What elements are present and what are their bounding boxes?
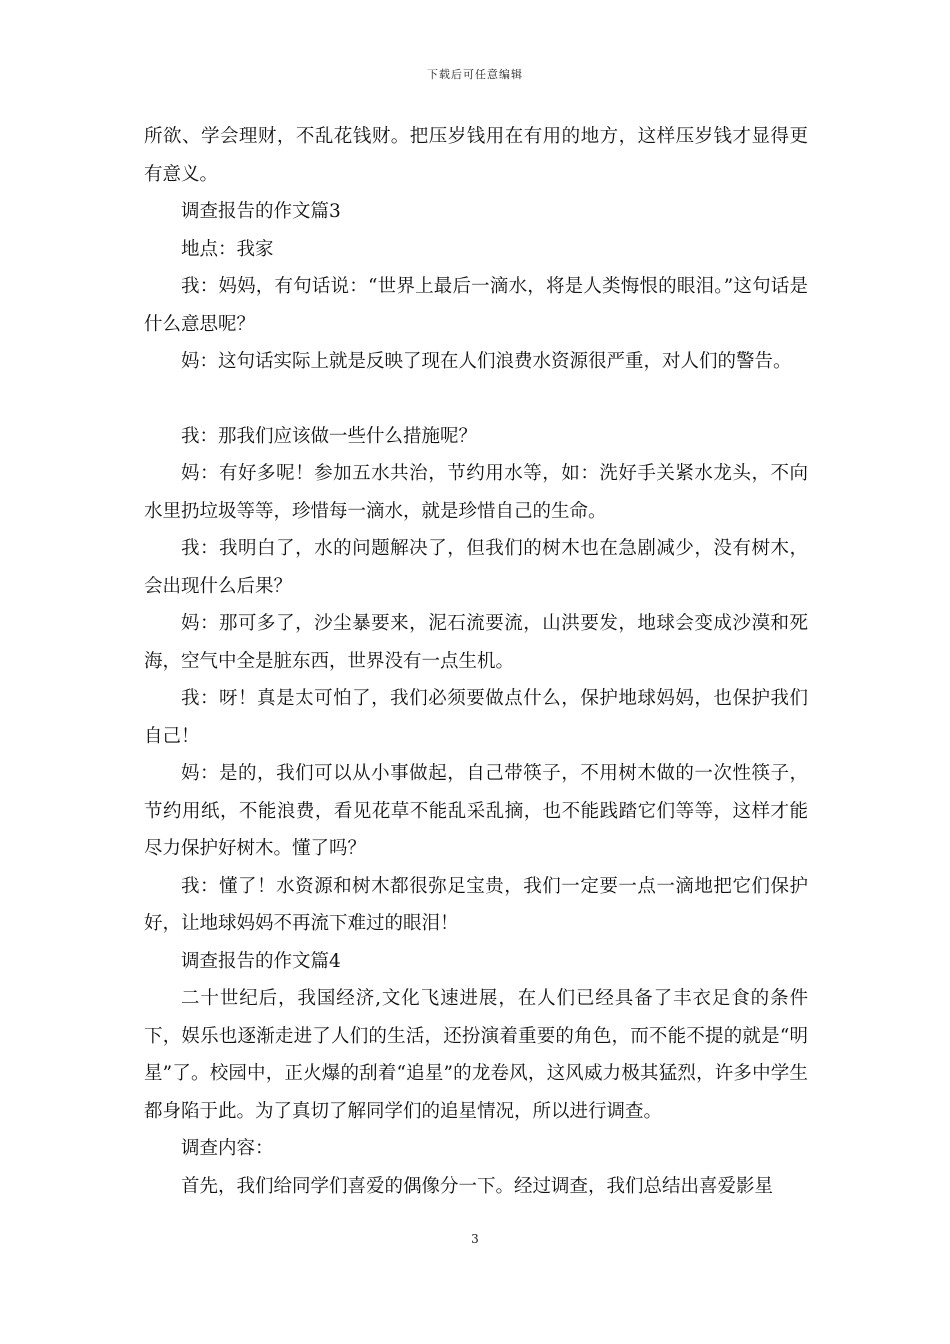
dialogue-paragraph: 妈：有好多呢！参加五水共治，节约用水等，如：洗好手关紧水龙头，不向水里扔垃圾等等，珍惜每一滴水，就是珍惜自己的生命。 [144, 463, 808, 522]
body-paragraph: 二十世纪后，我国经济,文化飞速进展，在人们已经具备了丰衣足食的条件下，娱乐也逐渐走进了人们的生活，还扮演着重要的角色，而不能不提的就是“明星”了。校园中，正火爆的刮着“追星”的龙卷风，这风威力极其猛烈，许多中学生都身陷于此。为了真切了解同学们的追星情况，所以进行调查。 [144, 988, 808, 1122]
section-heading-3: 调查报告的作文篇3 [181, 201, 341, 222]
page-header: 下载后可任意编辑 [427, 68, 523, 81]
paragraph-continuation: 所欲、学会理财，不乱花钱财。把压岁钱用在有用的地方，这样压岁钱才显得更有意义。 [144, 126, 808, 185]
dialogue-paragraph: 我：呀！真是太可怕了，我们必须要做点什么，保护地球妈妈，也保护我们自己！ [144, 688, 808, 747]
dialogue-paragraph: 我：妈妈，有句话说：“世界上最后一滴水，将是人类悔恨的眼泪。”这句话是什么意思呢？ [144, 276, 808, 335]
dialogue-paragraph: 我：那我们应该做一些什么措施呢？ [181, 425, 478, 447]
dialogue-paragraph: 我：懂了！水资源和树木都很弥足宝贵，我们一定要一点一滴地把它们保护好，让地球妈妈不再流下难过的眼泪！ [144, 875, 808, 934]
page-number: 3 [471, 1232, 479, 1246]
blank-line [144, 381, 808, 418]
dialogue-paragraph: 妈：是的，我们可以从小事做起，自己带筷子，不用树木做的一次性筷子，节约用纸，不能浪费，看见花草不能乱采乱摘，也不能践踏它们等等，这样才能尽力保护好树木。懂了吗？ [144, 763, 808, 859]
subheading-survey-content: 调查内容： [181, 1138, 274, 1159]
dialogue-paragraph: 妈：那可多了，沙尘暴要来，泥石流要流，山洪要发，地球会变成沙漠和死海，空气中全是脏东西，世界没有一点生机。 [144, 613, 808, 672]
section-heading-4: 调查报告的作文篇4 [181, 950, 341, 972]
paragraph-location: 地点：我家 [181, 238, 274, 260]
document-body [144, 118, 808, 1205]
dialogue-paragraph: 我：我明白了，水的问题解决了，但我们的树木也在急剧减少，没有树木，会出现什么后果？ [144, 538, 808, 597]
body-paragraph: 首先，我们给同学们喜爱的偶像分一下。经过调查，我们总结出喜爱影星 [181, 1175, 774, 1197]
dialogue-paragraph: 妈：这句话实际上就是反映了现在人们浪费水资源很严重，对人们的警告。 [181, 351, 792, 372]
